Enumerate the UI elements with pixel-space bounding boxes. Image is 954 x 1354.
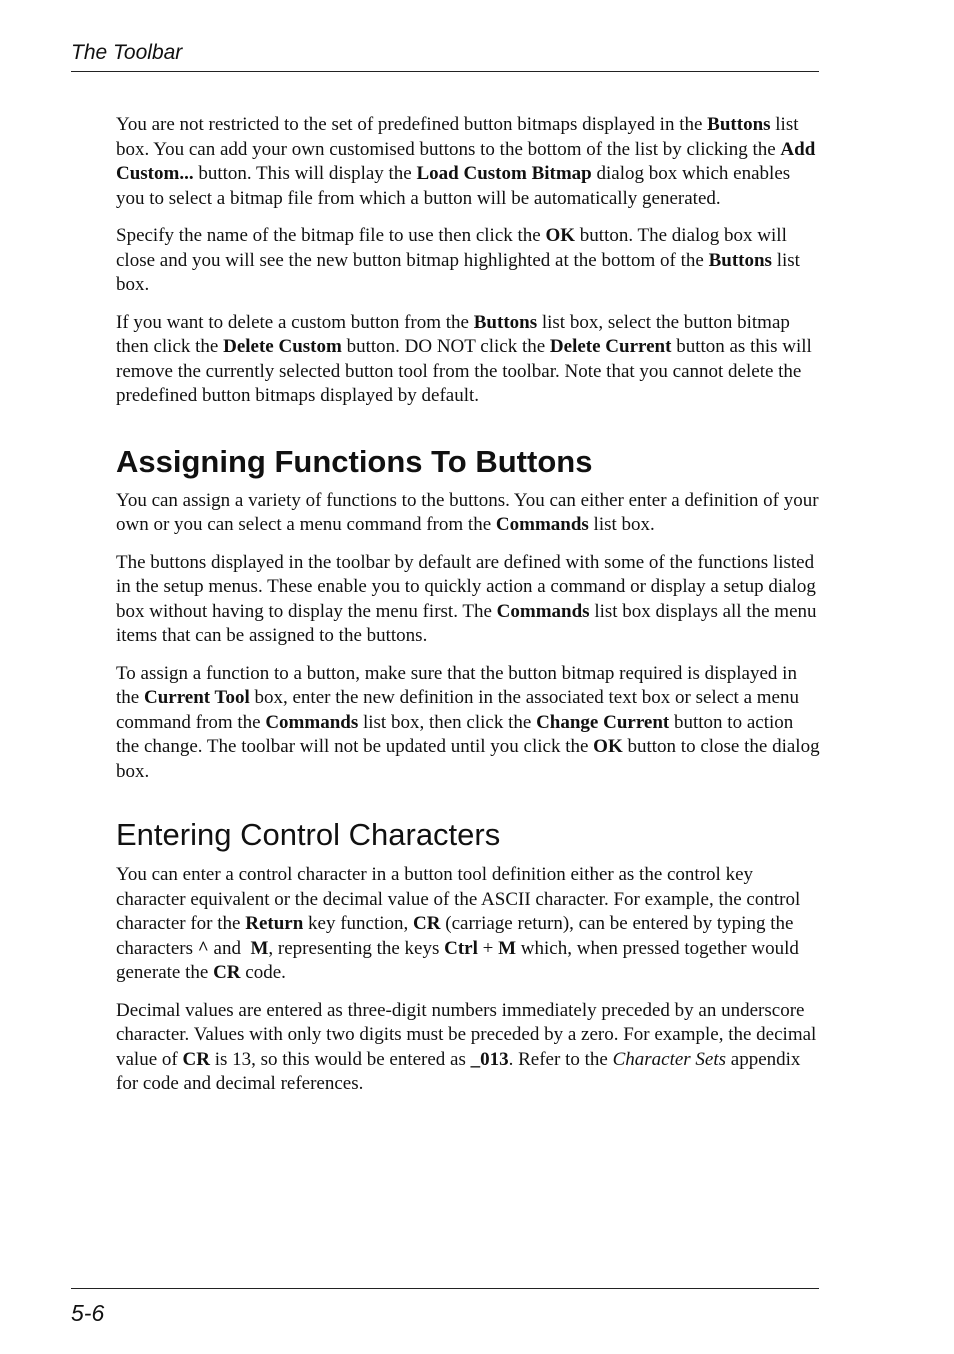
assigning-paragraph-defaults: The buttons displayed in the toolbar by default are defined with some of the functions listed in the setup menus. These enable you to quickly action a command or display a setup dialog box without having to display the menu first. The Commands list box displays all the menu items that can be assigned to the buttons. (116, 551, 817, 646)
ui-term-return: Return (245, 913, 304, 934)
appendix-reference-character-sets: Character Sets (612, 1048, 727, 1070)
running-header (71, 40, 819, 72)
ui-term-cr: CR (413, 913, 441, 934)
ui-term-ok: OK (545, 225, 576, 246)
assigning-paragraph-intro: You can assign a variety of functions to the buttons. You can either enter a definition of your own or you can select a menu command from the Commands list box. (116, 489, 819, 535)
ui-term-buttons: Buttons (708, 249, 772, 271)
ui-term-current-tool: Current Tool (143, 687, 250, 708)
intro-paragraph-delete-custom: If you want to delete a custom button from the Buttons list box, select the button bitmap then click the Delete Custom button. DO NOT click the Delete Current button as this will remove the currently selected button tool from the toolbar. Note that you cannot delete the predefined button bitmaps displayed by default. (116, 311, 812, 406)
ui-term-m: M (250, 937, 269, 959)
intro-paragraph-specify-bitmap: Specify the name of the bitmap file to use then click the OK button. The dialog box will close and you will see the new button bitmap highlighted at the bottom of the Buttons list box. (116, 225, 800, 295)
page-number: 5-6 (71, 1300, 105, 1326)
ui-term-load-custom-bitmap: Load Custom Bitmap (416, 163, 592, 184)
ui-term-m: M (498, 937, 517, 959)
ui-term-cr: CR (182, 1048, 210, 1070)
ui-term-ok: OK (593, 736, 623, 757)
intro-paragraph-custom-buttons: You are not restricted to the set of predefined button bitmaps displayed in the Buttons list box. You can add your own customised buttons to the bottom of the list by clicking the Add Custom... button. This will display the Load Custom Bitmap dialog box which enables you to select a bitmap file from which a button will be automatically generated. (116, 114, 816, 209)
ui-term-ctrl: Ctrl (444, 937, 478, 959)
ui-term-buttons: Buttons (707, 114, 771, 135)
ui-term-013: _013 (470, 1048, 509, 1070)
control-paragraph-decimal-values: Decimal values are entered as three-digit numbers immediately preceded by an underscore character. Values with only two digits must be preceded by a zero. For example, the decimal value of CR is 13, so this would be entered as _013. Refer to the Character Sets appendix for code and decimal references. (116, 999, 817, 1094)
ui-term-delete-custom: Delete Custom (223, 336, 342, 357)
running-footer (71, 1288, 819, 1327)
assigning-paragraph-how-to: To assign a function to a button, make sure that the button bitmap required is displayed in the Current Tool box, enter the new definition in the associated text box or select a menu command from the Commands list box, then click the Change Current button to action the change. The toolbar will not be updated until you click the OK button to close the dialog box. (116, 662, 820, 782)
ui-term-commands: Commands (265, 711, 359, 733)
ui-term-delete-current: Delete Current (549, 336, 672, 357)
ui-term-cr: CR (213, 962, 241, 983)
ui-term-buttons: Buttons (473, 311, 538, 333)
ui-term-commands: Commands (496, 600, 590, 622)
ui-term-change-current: Change Current (536, 711, 670, 733)
control-paragraph-key-equivalent: You can enter a control character in a button tool definition either as the control key character equivalent or the decimal value of the ASCII character. For example, the control character for the Return key function, CR (carriage return), can be entered by typing the characters ^ and M, representing the keys Ctrl + M which, when pressed together would generate the CR code. (116, 864, 801, 983)
section-heading-assigning-functions: Assigning Functions To Buttons (116, 443, 593, 479)
page-content (116, 113, 820, 1110)
section-heading-control-characters: Entering Control Characters (116, 817, 501, 852)
ui-term-add-custom: Add Custom... (116, 138, 816, 184)
running-header-title: The Toolbar (71, 41, 183, 64)
ui-term-commands: Commands (495, 514, 589, 535)
ui-term-caret: ^ (197, 937, 209, 959)
